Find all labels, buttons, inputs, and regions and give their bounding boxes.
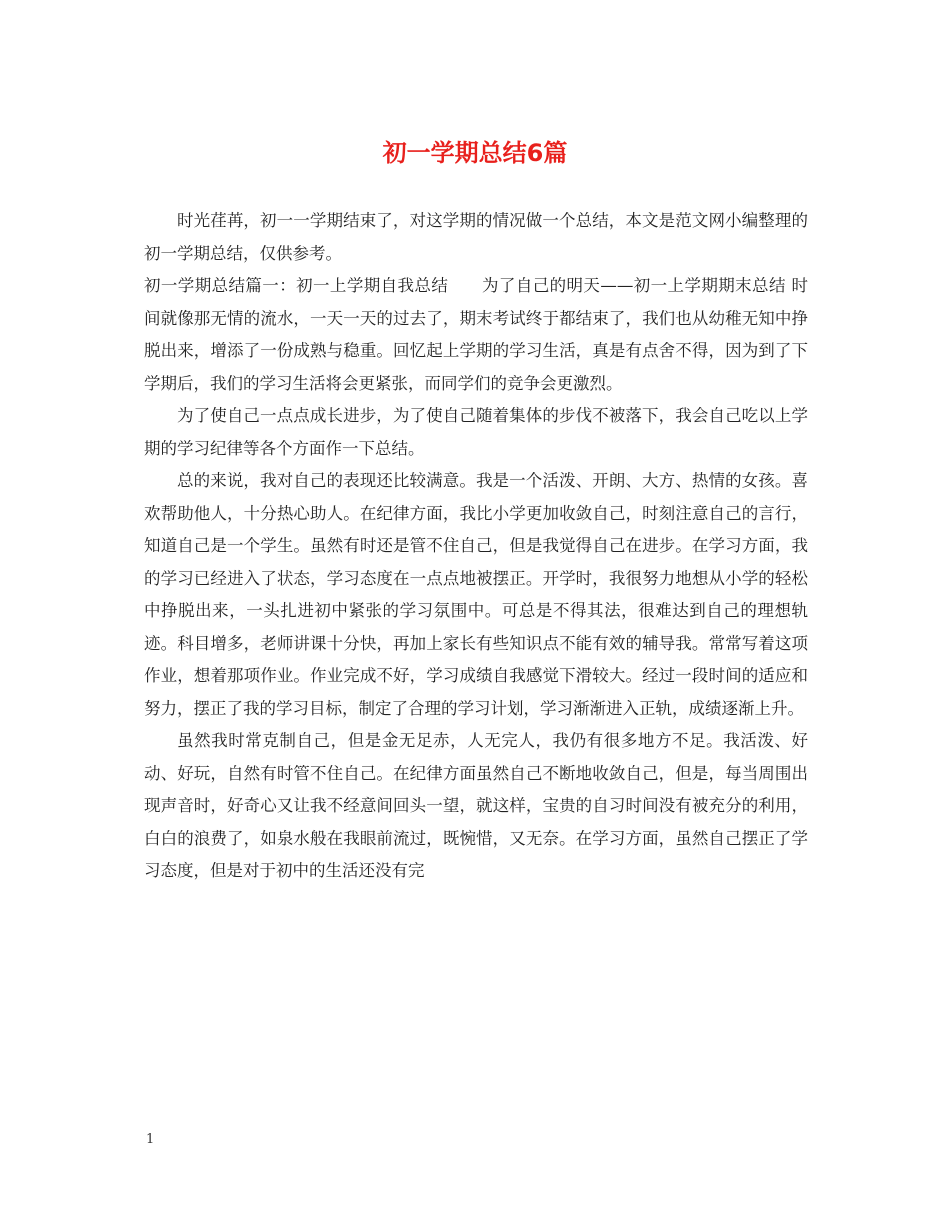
paragraph-progress: 为了使自己一点点成长进步，为了使自己随着集体的步伐不被落下，我会自己吃以上学期的学习纪律等各个方面作一下总结。: [144, 406, 808, 458]
document-title: 初一学期总结6篇: [382, 139, 568, 167]
paragraph-intro: 时光荏苒，初一一学期结束了，对这学期的情况做一个总结，本文是范文网小编整理的初一学期总结，仅供参考。: [144, 211, 808, 263]
document-body: [144, 205, 808, 888]
paragraph-section-one-heading: 初一学期总结篇一：初一上学期自我总结 为了自己的明天——初一上学期期末总结 时间就像那无情的流水，一天一天的过去了，期末考试终于都结束了，我们也从幼稚无知中挣脱出来，增添了一份成熟与稳重。回忆起上学期的学习生活，真是有点舍不得，因为到了下学期后，我们的学习生活将会更紧张，而同学们的竞争会更激烈。: [144, 276, 808, 393]
paragraph-shortcomings: 虽然我时常克制自己，但是金无足赤，人无完人，我仍有很多地方不足。我活泼、好动、好玩，自然有时管不住自己。在纪律方面虽然自己不断地收敛自己，但是，每当周围出现声音时，好奇心又让我不经意间回头一望，就这样，宝贵的自习时间没有被充分的利用，白白的浪费了，如泉水般在我眼前流过，既惋惜，又无奈。在学习方面，虽然自己摆正了学习态度，但是对于初中的生活还没有完: [144, 731, 808, 880]
paragraph-self-assessment: 总的来说，我对自己的表现还比较满意。我是一个活泼、开朗、大方、热情的女孩。喜欢帮助他人，十分热心助人。在纪律方面，我比小学更加收敛自己，时刻注意自己的言行，知道自己是一个学生。虽然有时还是管不住自己，但是我觉得自己在进步。在学习方面，我的学习已经进入了状态，学习态度在一点点地被摆正。开学时，我很努力地想从小学的轻松中挣脱出来，一头扎进初中紧张的学习氛围中。可总是不得其法，很难达到自己的理想轨迹。科目增多，老师讲课十分快，再加上家长有些知识点不能有效的辅导我。常常写着这项作业，想着那项作业。作业完成不好，学习成绩自我感觉下滑较大。经过一段时间的适应和努力，摆正了我的学习目标，制定了合理的学习计划，学习渐渐进入正轨，成绩逐渐上升。: [144, 471, 808, 718]
page-number: 1: [146, 1132, 155, 1147]
